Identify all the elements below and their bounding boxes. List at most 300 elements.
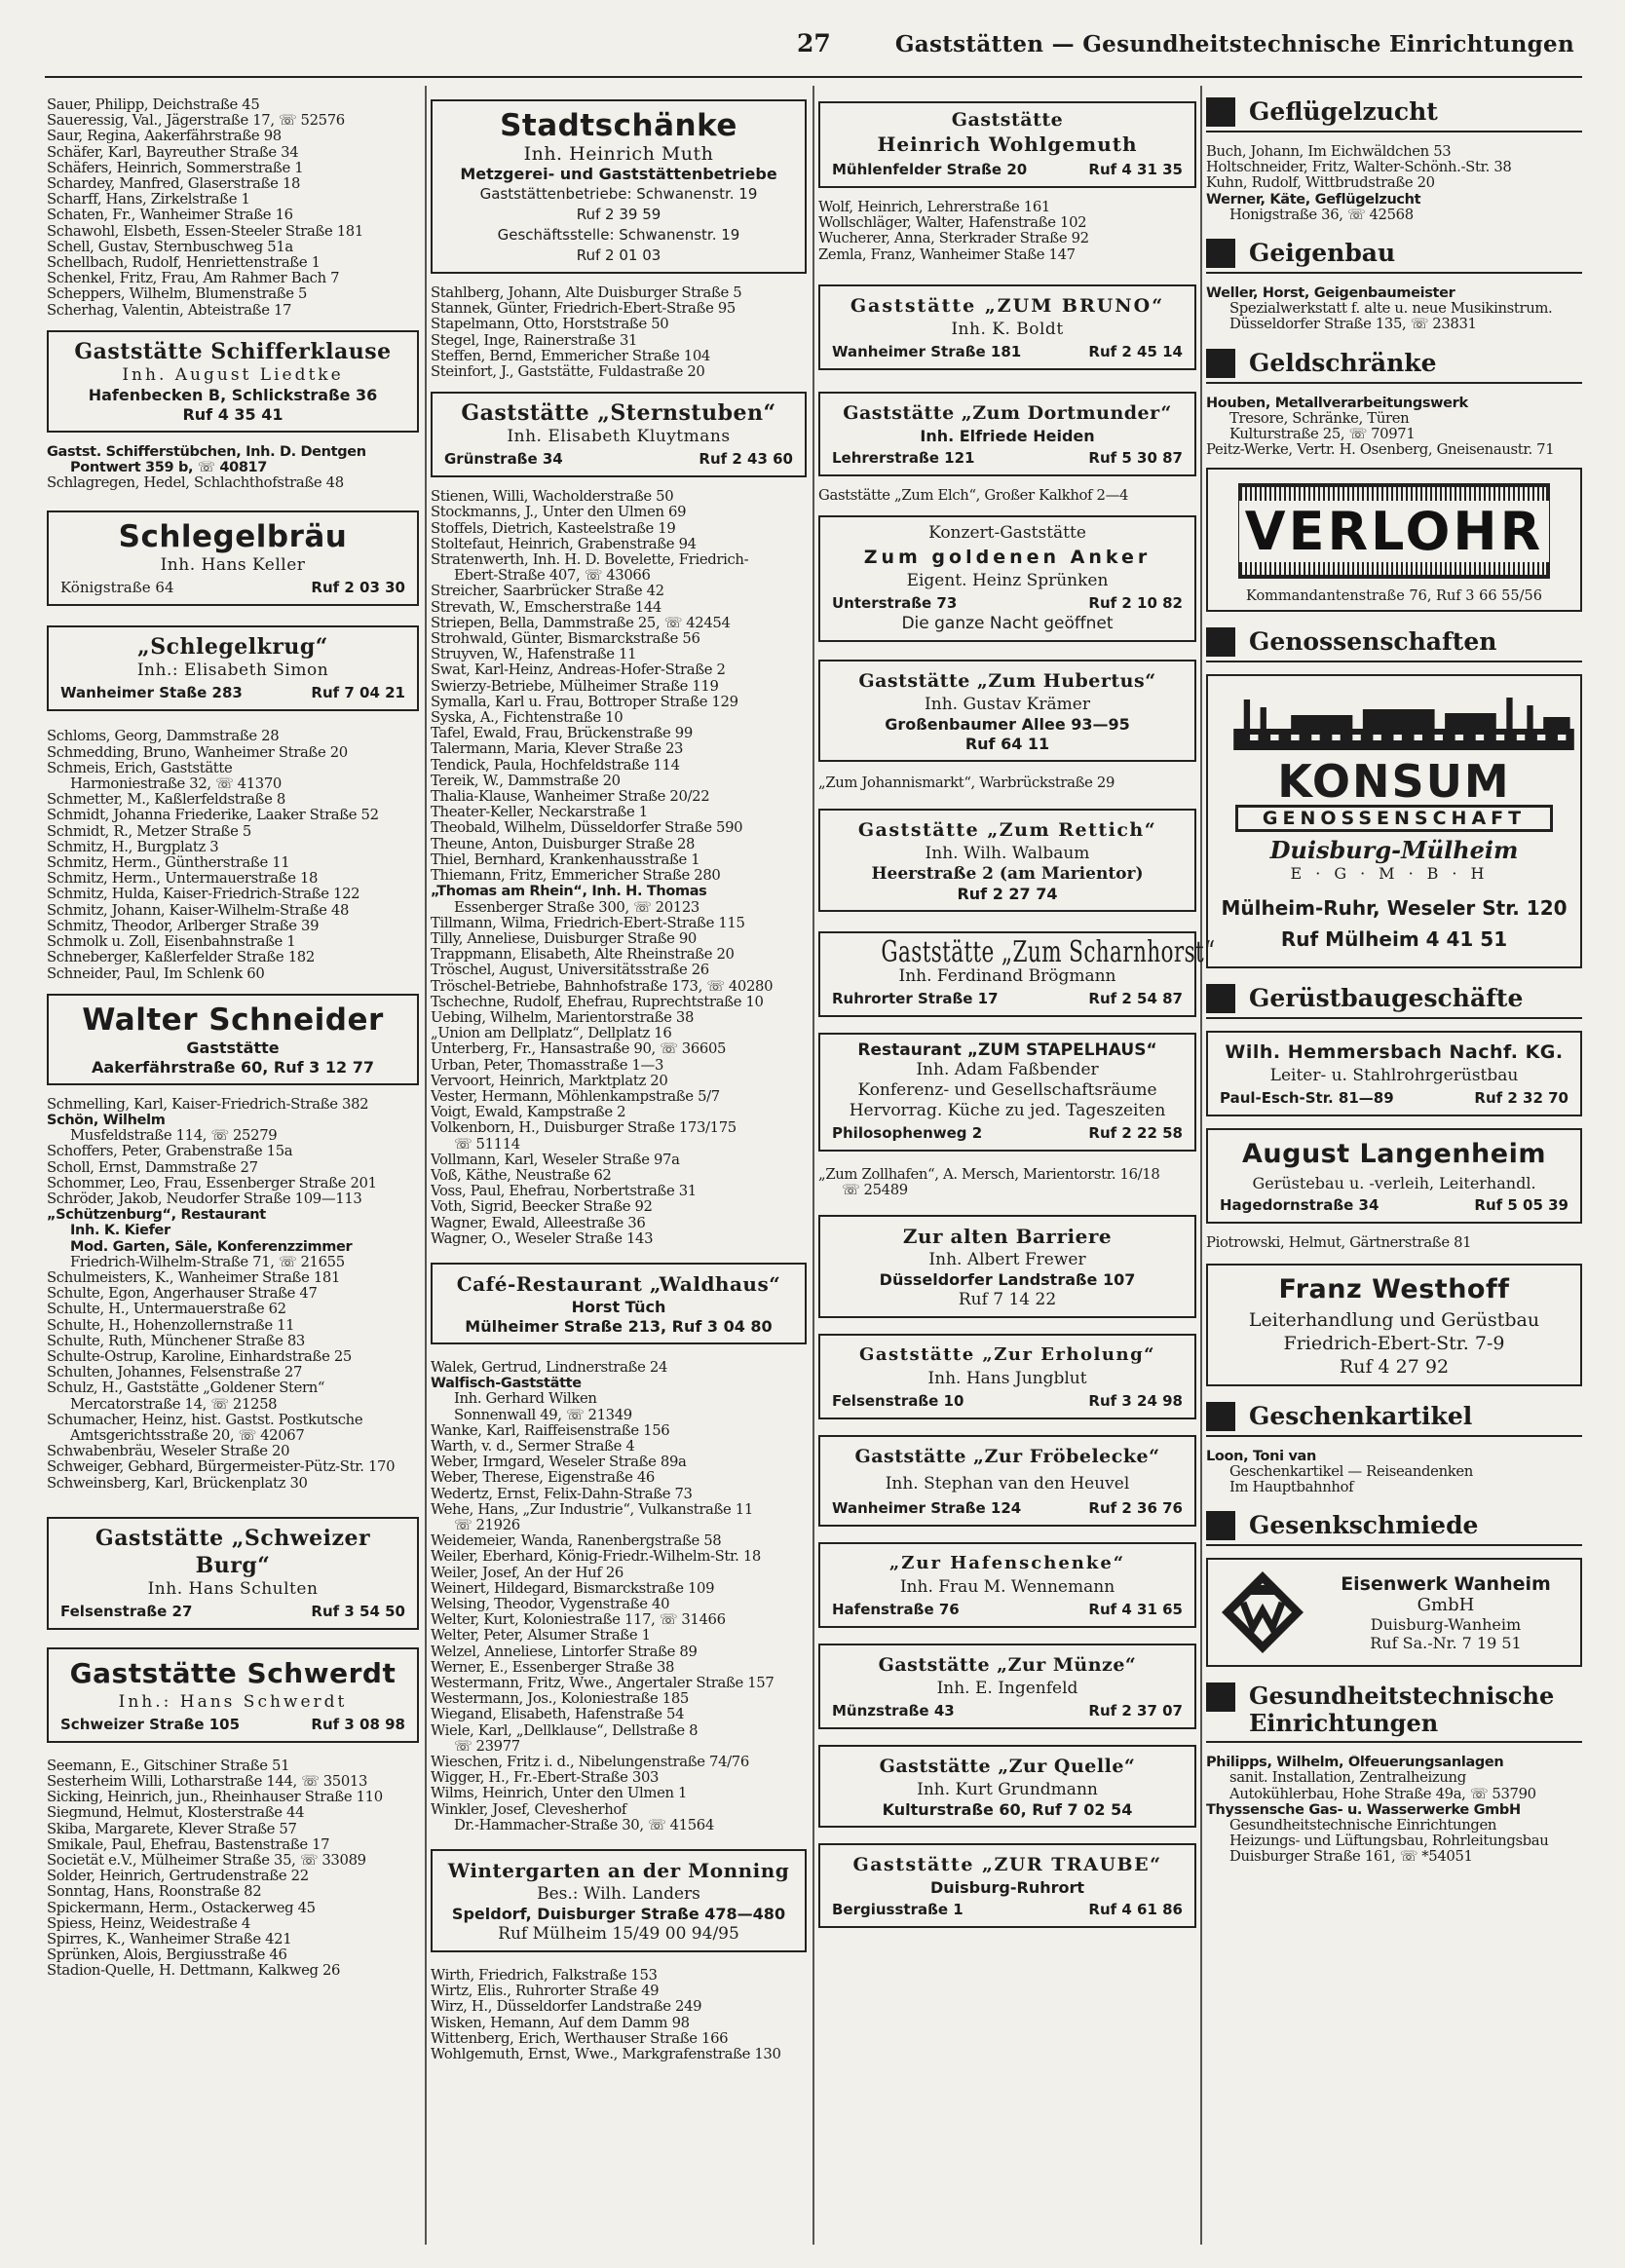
list-item: Schlagregen, Hedel, Schlachthofstraße 48 xyxy=(47,475,344,492)
ad-zur-traube xyxy=(818,1843,1196,1928)
list-item: ☏ 21926 xyxy=(454,1518,520,1533)
list-item: Schmetter, M., Kaßlerfeldstraße 8 xyxy=(47,792,285,809)
list-item: Saueressig, Val., Jägerstraße 17, ☏ 52576 xyxy=(47,113,345,130)
section-title: Geschenkartikel xyxy=(1249,1401,1473,1430)
list-item: Smikale, Paul, Ehefrau, Bastenstraße 17 xyxy=(47,1836,330,1853)
list-item: Amtsgerichtsstraße 20, ☏ 42067 xyxy=(70,1427,305,1444)
list-item: Inh. Gerhard Wilken xyxy=(454,1391,597,1408)
list-item: „Thomas am Rhein“, Inh. H. Thomas xyxy=(431,884,707,900)
ad-line: GmbH xyxy=(1417,1594,1475,1615)
ad-wohlgemuth xyxy=(818,101,1196,188)
ad-title: Gaststätte „Schweizer Burg“ xyxy=(94,1525,371,1578)
ad-address: Kommandantenstraße 76, Ruf 3 66 55/56 xyxy=(1246,588,1542,605)
list-item: Schloms, Georg, Dammstraße 28 xyxy=(47,729,280,745)
ad-schlegelbraeu xyxy=(47,510,419,606)
ad-stadtschaenke xyxy=(431,99,807,274)
list-item: Streicher, Saarbrücker Straße 42 xyxy=(431,584,664,600)
ad-sternstuben xyxy=(431,392,807,477)
list-item: Scheppers, Wilhelm, Blumenstraße 5 xyxy=(47,286,308,303)
ad-owner: Bes.: Wilh. Landers xyxy=(537,1884,700,1905)
list-item: Schmitz, Johann, Kaiser-Wilhelm-Straße 48 xyxy=(47,902,350,919)
column-4 xyxy=(1206,97,1582,1866)
list-item: Thalia-Klause, Wanheimer Straße 20/22 xyxy=(431,789,710,806)
list-item: Werner, E., Essenberger Straße 38 xyxy=(431,1659,675,1676)
ad-title: Zum goldenen Anker xyxy=(863,547,1152,569)
list-item: Schön, Wilhelm xyxy=(47,1112,166,1128)
ad-phone: Ruf 2 03 30 xyxy=(311,579,405,597)
list-item: Voth, Sigrid, Beecker Straße 92 xyxy=(431,1199,653,1216)
list-item: sanit. Installation, Zentralheizung xyxy=(1229,1770,1466,1787)
list-item: Struyven, W., Hafenstraße 11 xyxy=(431,647,637,663)
ad-westhoff xyxy=(1206,1264,1582,1386)
list-item: Thyssensche Gas- u. Wasserwerke GmbH xyxy=(1206,1801,1521,1818)
page-title: Gaststätten — Gesundheitstechnische Einrichtungen xyxy=(894,31,1574,57)
list-item: Syska, A., Fichtenstraße 10 xyxy=(431,710,624,727)
section-heading xyxy=(1206,627,1582,662)
ad-schweizer-burg xyxy=(47,1517,419,1630)
list-item: Welter, Kurt, Koloniestraße 117, ☏ 31466 xyxy=(431,1612,726,1629)
ad-phone: Ruf 2 45 14 xyxy=(1088,342,1183,360)
list-item: Schmitz, H., Burgplatz 3 xyxy=(47,839,219,855)
list-item: „Zum Johannismarkt“, Warbrückstraße 29 xyxy=(818,775,1115,792)
ad-address: Münzstraße 43 xyxy=(832,1701,955,1720)
ad-line: Gaststättenbetriebe: Schwanenstr. 19 xyxy=(479,185,758,203)
list-item: Tschechne, Rudolf, Ehefrau, Ruprechtstraße 10 xyxy=(431,994,764,1010)
square-bullet-icon xyxy=(1206,239,1235,268)
list-item: Wittenberg, Erich, Werthauser Straße 166 xyxy=(431,2030,729,2047)
ad-alte-barriere xyxy=(818,1215,1196,1318)
ad-schlegelkrug xyxy=(47,625,419,711)
ad-address: Hafenstraße 76 xyxy=(832,1600,960,1618)
list-item: Stahlberg, Johann, Alte Duisburger Straße 5 xyxy=(431,285,742,301)
ad-title: Zur alten Barriere xyxy=(902,1224,1113,1248)
list-item: Wolf, Heinrich, Lehrerstraße 161 xyxy=(818,200,1050,215)
ad-title: Restaurant „ZUM STAPELHAUS“ xyxy=(857,1040,1157,1061)
ad-phone: Ruf 2 22 58 xyxy=(1088,1124,1183,1143)
ad-title: Schlegelbräu xyxy=(118,519,348,555)
list-item: Schmidt, Johanna Friederike, Laaker Straße 52 xyxy=(47,808,379,824)
list-item: Swat, Karl-Heinz, Andreas-Hofer-Straße 2 xyxy=(431,662,726,679)
ad-phone: Ruf 2 36 76 xyxy=(1088,1498,1183,1517)
list-item: Schulz, H., Gaststätte „Goldener Stern“ xyxy=(47,1380,325,1397)
konsum-logo-text: KONSUM xyxy=(1277,755,1511,809)
list-item: Schmidt, R., Metzer Straße 5 xyxy=(47,823,251,840)
ad-subtitle: Gaststätte xyxy=(186,1038,280,1057)
ad-owner: Inh. Hans Schulten xyxy=(147,1578,319,1599)
list-item: Wiele, Karl, „Dellklause“, Dellstraße 8 xyxy=(431,1722,699,1739)
list-item: Wedertz, Ernst, Felix-Dahn-Straße 73 xyxy=(431,1486,693,1502)
ad-zur-muenze xyxy=(818,1644,1196,1729)
ad-zum-scharnhorst xyxy=(818,931,1216,1017)
ad-address: Philosophenweg 2 xyxy=(832,1124,983,1143)
ad-title: Eisenwerk Wanheim xyxy=(1341,1572,1551,1595)
list-item: Vester, Hermann, Möhlenkampstraße 5/7 xyxy=(431,1088,720,1105)
factory-skyline-icon xyxy=(1229,690,1578,752)
ad-address: Hafenbecken B, Schlickstraße 36 xyxy=(88,385,378,404)
ad-title: Gaststätte „Zur Fröbelecke“ xyxy=(854,1445,1160,1467)
list-item: Scherhag, Valentin, Abteistraße 17 xyxy=(47,302,292,319)
list-item: Schmolk u. Zoll, Eisenbahnstraße 1 xyxy=(47,934,296,951)
ad-line: Friedrich-Ebert-Str. 7-9 xyxy=(1283,1332,1505,1354)
list-item: Wohlgemuth, Ernst, Wwe., Markgrafenstraße 130 xyxy=(431,2047,781,2063)
entry-list xyxy=(47,97,419,319)
list-item: Strevath, W., Emscherstraße 144 xyxy=(431,599,661,616)
list-item: Kuhn, Rudolf, Wittbrudstraße 20 xyxy=(1206,175,1435,192)
ad-title: Gaststätte xyxy=(951,109,1064,131)
list-item: Schaten, Fr., Wanheimer Straße 16 xyxy=(47,208,293,224)
list-item: Schulte-Ostrup, Karoline, Einhardstraße 25 xyxy=(47,1348,352,1365)
ad-owner: Heinrich Wohlgemuth xyxy=(877,132,1138,156)
ad-address: Mühlenfelder Straße 20 xyxy=(832,161,1028,178)
ad-eisenwerk-wanheim xyxy=(1206,1558,1582,1667)
ad-line: Leiter- u. Stahlrohrgerüstbau xyxy=(1269,1066,1519,1086)
entry-list xyxy=(431,1360,807,1833)
ad-title: Gaststätte „ZUR TRAUBE“ xyxy=(852,1853,1162,1875)
list-item: Talermann, Maria, Klever Straße 23 xyxy=(431,741,684,758)
list-item: Schäfer, Karl, Bayreuther Straße 34 xyxy=(47,144,299,161)
section-heading xyxy=(1206,239,1582,274)
list-item: Schawohl, Elsbeth, Essen-Steeler Straße 181 xyxy=(47,223,363,240)
list-item: Welter, Peter, Alsumer Straße 1 xyxy=(431,1628,651,1644)
ad-line: Leiterhandlung und Gerüstbau xyxy=(1248,1308,1540,1331)
list-item: „Zum Zollhafen“, A. Mersch, Marientorstr. 16/18 xyxy=(818,1167,1160,1184)
section-title: Geigenbau xyxy=(1249,239,1396,268)
ad-zum-dortmunder xyxy=(818,392,1196,476)
entry-list xyxy=(818,200,1196,263)
ad-title: Gaststätte „ZUM BRUNO“ xyxy=(850,294,1165,317)
ad-title: „Schlegelkrug“ xyxy=(137,634,328,661)
entry-list xyxy=(431,285,807,380)
list-item: Thiel, Bernhard, Krankenhausstraße 1 xyxy=(431,851,700,868)
list-item: Holtschneider, Fritz, Walter-Schönh.-Str. 38 xyxy=(1206,160,1512,176)
list-item: Stienen, Willi, Wacholderstraße 50 xyxy=(431,489,674,506)
list-item: Seemann, E., Gitschiner Straße 51 xyxy=(47,1758,290,1774)
list-item: Loon, Toni van xyxy=(1206,1448,1316,1464)
list-item: Essenberger Straße 300, ☏ 20123 xyxy=(454,899,699,916)
entry-list xyxy=(431,489,807,1247)
ad-owner: Inh. Heinrich Muth xyxy=(523,143,714,165)
ad-address: Wanheimer Staße 283 xyxy=(60,684,243,702)
list-item: Schneider, Paul, Im Schlenk 60 xyxy=(47,965,265,982)
ad-phone: Ruf 4 31 35 xyxy=(1088,161,1183,178)
list-item: Houben, Metallverarbeitungswerk xyxy=(1206,395,1468,411)
ad-address: Felsenstraße 27 xyxy=(60,1602,193,1620)
list-item: Westermann, Jos., Koloniestraße 185 xyxy=(431,1691,689,1708)
list-item: „Schützenburg“, Restaurant xyxy=(47,1207,266,1224)
list-item: Philipps, Wilhelm, Ölfeuerungsanlagen xyxy=(1206,1755,1504,1771)
ad-address: Mülheimer Straße 213, Ruf 3 04 80 xyxy=(465,1316,773,1336)
ad-title: Gaststätte „Sternstuben“ xyxy=(461,400,776,427)
ad-address: Paul-Esch-Str. 81—89 xyxy=(1220,1089,1394,1108)
ad-owner: Inh. Kurt Grundmann xyxy=(917,1779,1098,1799)
list-item: Uebing, Wilhelm, Marientorstraße 38 xyxy=(431,1009,695,1026)
list-item: Kulturstraße 25, ☏ 70971 xyxy=(1229,427,1416,443)
ad-title: Gaststätte „Zum Scharnhorst“ xyxy=(881,935,1216,970)
list-item: Heizungs- und Lüftungsbau, Rohrleitungsbau xyxy=(1229,1833,1549,1850)
list-item: Sesterheim Willi, Lotharstraße 144, ☏ 35013 xyxy=(47,1773,368,1790)
list-item: Gaststätte „Zum Elch“, Großer Kalkhof 2—4 xyxy=(818,487,1129,504)
ad-zur-froebelecke xyxy=(818,1435,1196,1527)
section-title: Geldschränke xyxy=(1249,348,1437,377)
list-item: Wirtz, Elis., Ruhrorter Straße 49 xyxy=(431,1984,660,2000)
list-item: Skiba, Margarete, Klever Straße 57 xyxy=(47,1821,297,1837)
ad-title: Gaststätte Schwerdt xyxy=(69,1656,397,1689)
list-item: Sprünken, Alois, Bergiusstraße 46 xyxy=(47,1947,287,1964)
list-item: Tresore, Schränke, Türen xyxy=(1229,410,1410,427)
list-item: Walfisch-Gaststätte xyxy=(431,1376,582,1392)
ad-title: Gaststätte „Zum Hubertus“ xyxy=(858,670,1156,693)
list-item: Sonntag, Hans, Roonstraße 82 xyxy=(47,1884,262,1901)
ad-address: Speldorf, Duisburger Straße 478—480 xyxy=(451,1905,786,1924)
ad-title: Franz Westhoff xyxy=(1278,1273,1510,1304)
section-heading xyxy=(1206,97,1582,132)
konsum-legal-form: E·G·M·B·H xyxy=(1290,864,1498,884)
konsum-city: Duisburg-Mülheim xyxy=(1269,836,1519,865)
list-item: Wollschläger, Walter, Hafenstraße 102 xyxy=(818,215,1087,232)
section-title: Geflügelzucht xyxy=(1249,97,1438,126)
ad-title: „Zur Hafenschenke“ xyxy=(888,1552,1126,1573)
list-item: Schell, Gustav, Sternbuschweg 51a xyxy=(47,239,293,255)
ad-langenheim xyxy=(1206,1128,1582,1224)
list-item: Striepen, Bella, Dammstraße 25, ☏ 42454 xyxy=(431,615,731,631)
list-item: Schäfers, Heinrich, Sommerstraße 1 xyxy=(47,160,304,176)
list-item: Im Hauptbahnhof xyxy=(1229,1480,1354,1496)
ad-line: Ruf 4 27 92 xyxy=(1339,1355,1450,1378)
list-item: Wanke, Karl, Raiffeisenstraße 156 xyxy=(431,1422,670,1439)
list-item: Schmelling, Karl, Kaiser-Friedrich-Straße 382 xyxy=(47,1096,369,1113)
ad-zum-stapelhaus xyxy=(818,1033,1196,1152)
list-item: Westermann, Fritz, Wwe., Angertaler Straße 157 xyxy=(431,1676,775,1692)
section-title: Gerüstbaugeschäfte xyxy=(1249,984,1524,1013)
square-bullet-icon xyxy=(1206,627,1235,657)
ad-owner: Inh. Elfriede Heiden xyxy=(920,426,1095,445)
list-item: Tilly, Anneliese, Duisburger Straße 90 xyxy=(431,930,697,947)
list-item: Thiemann, Fritz, Emmericher Straße 280 xyxy=(431,868,721,885)
list-item: ☏ 25489 xyxy=(842,1183,908,1199)
list-item: Swierzy-Betriebe, Mülheimer Straße 119 xyxy=(431,678,719,695)
eisenwerk-logo-icon xyxy=(1218,1568,1307,1657)
list-item: Sauer, Philipp, Deichstraße 45 xyxy=(47,97,260,113)
list-item: Dr.-Hammacher-Straße 30, ☏ 41564 xyxy=(454,1817,714,1833)
ad-address: Wanheimer Straße 124 xyxy=(832,1498,1022,1517)
list-item: Tereik, W., Dammstraße 20 xyxy=(431,773,621,789)
list-item: Scholl, Ernst, Dammstraße 27 xyxy=(47,1159,258,1176)
logo-text: VERLOHR xyxy=(1239,501,1549,562)
column-divider xyxy=(1200,86,1202,2245)
ad-address: Schweizer Straße 105 xyxy=(60,1715,241,1733)
header-rule xyxy=(45,76,1582,78)
entry-list xyxy=(47,729,419,981)
ad-address: Königstraße 64 xyxy=(60,579,174,597)
section-title: Gesenkschmiede xyxy=(1249,1511,1479,1540)
ad-title: August Langenheim xyxy=(1242,1139,1546,1170)
ad-wintergarten xyxy=(431,1849,807,1952)
section-title: Gesundheitstechnische xyxy=(1249,1682,1555,1711)
list-item: Stegel, Inge, Rainerstraße 31 xyxy=(431,332,638,349)
ad-phone: Ruf 64 11 xyxy=(964,735,1050,754)
verlohr-logo xyxy=(1238,483,1550,579)
page-header xyxy=(0,29,1625,68)
square-bullet-icon xyxy=(1206,984,1235,1013)
list-item: Schwabenbräu, Weseler Straße 20 xyxy=(47,1444,290,1460)
ad-line: Ruf 2 01 03 xyxy=(576,246,661,264)
ad-title: Stadtschänke xyxy=(500,108,737,143)
ad-phone: Ruf 2 27 74 xyxy=(957,885,1058,904)
list-item: Wisken, Hemann, Auf dem Damm 98 xyxy=(431,2015,690,2031)
ad-phone: Ruf 2 37 07 xyxy=(1088,1701,1183,1720)
list-item: Pontwert 359 b, ☏ 40817 xyxy=(70,460,268,476)
list-item: Gastst. Schifferstübchen, Inh. D. Dentgen xyxy=(47,443,366,460)
square-bullet-icon xyxy=(1206,1682,1235,1712)
square-bullet-icon xyxy=(1206,97,1235,127)
ad-phone: Ruf 2 43 60 xyxy=(699,450,793,469)
list-item: Schulten, Johannes, Felsenstraße 27 xyxy=(47,1365,303,1381)
list-item: Wiegand, Elisabeth, Hafenstraße 54 xyxy=(431,1707,685,1723)
list-item: Tröschel-Betriebe, Bahnhofstraße 173, ☏ 40280 xyxy=(431,978,774,995)
ad-line: Konferenz- und Gesellschaftsräume xyxy=(857,1080,1157,1101)
list-item: Duisburger Straße 161, ☏ *54051 xyxy=(1229,1849,1473,1866)
list-item: Inh. K. Kiefer xyxy=(70,1223,170,1239)
ad-owner: Inh. Frau M. Wennemann xyxy=(899,1576,1115,1597)
ad-phone: Ruf Mülheim 15/49 00 94/95 xyxy=(498,1924,739,1945)
ad-title: Walter Schneider xyxy=(82,1002,384,1038)
ad-address: Kulturstraße 60, Ruf 7 02 54 xyxy=(882,1799,1133,1819)
ad-schifferklause xyxy=(47,330,419,433)
list-item: Geschenkartikel — Reiseandenken xyxy=(1229,1463,1473,1480)
list-item: Schmitz, Herm., Güntherstraße 11 xyxy=(47,855,290,872)
ad-owner: Duisburg-Ruhrort xyxy=(929,1877,1085,1897)
ad-waldhaus xyxy=(431,1263,807,1344)
list-item: Weller, Horst, Geigenbaumeister xyxy=(1206,285,1455,302)
ad-line: Ruf 2 39 59 xyxy=(576,206,661,223)
ad-address: Wanheimer Straße 181 xyxy=(832,342,1022,360)
ad-owner: Inh. E. Ingenfeld xyxy=(936,1678,1078,1698)
list-item: Weiler, Eberhard, König-Friedr.-Wilhelm-Str. 18 xyxy=(431,1549,761,1566)
list-item: Stannek, Günter, Friedrich-Ebert-Straße 95 xyxy=(431,301,736,318)
list-item: Schulte, H., Untermauerstraße 62 xyxy=(47,1302,286,1318)
list-item: Steinfort, J., Gaststätte, Fuldastraße 20 xyxy=(431,364,705,381)
konsum-subtitle: GENOSSENSCHAFT xyxy=(1235,805,1553,832)
ad-owner: Inh. Hans Keller xyxy=(160,555,306,576)
list-item: Societät e.V., Mülheimer Straße 35, ☏ 33089 xyxy=(47,1853,366,1869)
list-item: Wagner, O., Weseler Straße 143 xyxy=(431,1230,654,1247)
ad-line: Geschäftsstelle: Schwanenstr. 19 xyxy=(497,226,740,244)
list-item: Mod. Garten, Säle, Konferenzzimmer xyxy=(70,1238,353,1255)
list-item: Weber, Therese, Eigenstraße 46 xyxy=(431,1470,655,1487)
list-item: Solder, Heinrich, Gertrudenstraße 22 xyxy=(47,1869,309,1885)
list-item: Strohwald, Günter, Bismarckstraße 56 xyxy=(431,631,700,648)
list-item: Urban, Peter, Thomasstraße 1—3 xyxy=(431,1057,664,1074)
ad-address: Lehrerstraße 121 xyxy=(832,448,975,467)
list-item: Theune, Anton, Duisburger Straße 28 xyxy=(431,836,696,852)
ad-phone: Ruf 3 54 50 xyxy=(311,1602,405,1620)
list-item: Schardey, Manfred, Glaserstraße 18 xyxy=(47,176,301,193)
ad-owner: Inh.: Elisabeth Simon xyxy=(136,661,329,681)
column-divider xyxy=(812,86,814,2245)
ad-zur-hafenschenke xyxy=(818,1542,1196,1628)
list-item: Schumacher, Heinz, hist. Gastst. Postkutsche xyxy=(47,1412,363,1428)
list-item: Schoffers, Peter, Grabenstraße 15a xyxy=(47,1144,293,1160)
ad-address: Felsenstraße 10 xyxy=(832,1391,964,1410)
list-item: Tendick, Paula, Hochfeldstraße 114 xyxy=(431,757,680,774)
list-item: Tillmann, Wilma, Friedrich-Ebert-Straße 115 xyxy=(431,915,745,931)
ad-phone: Ruf 2 32 70 xyxy=(1474,1089,1568,1108)
ad-owner: Inh. Elisabeth Kluytmans xyxy=(507,427,731,447)
section-title: Genossenschaften xyxy=(1249,627,1497,657)
section-heading xyxy=(1206,1682,1582,1743)
square-bullet-icon xyxy=(1206,349,1235,378)
list-item: Sicking, Heinrich, jun., Rheinhauser Straße 110 xyxy=(47,1790,383,1806)
list-item: Wilms, Heinrich, Unter den Ulmen 1 xyxy=(431,1786,688,1802)
ad-phone: Ruf 5 30 87 xyxy=(1088,448,1183,467)
list-item: Volkenborn, H., Duisburger Straße 173/175 xyxy=(431,1120,737,1137)
section-heading xyxy=(1206,349,1582,384)
ad-line: Hervorrag. Küche zu jed. Tageszeiten xyxy=(849,1101,1166,1121)
list-item: Weidemeier, Wanda, Ranenbergstraße 58 xyxy=(431,1533,722,1550)
ad-title: Gaststätte Schifferklause xyxy=(74,338,392,364)
ad-phone: Ruf Sa.-Nr. 7 19 51 xyxy=(1370,1633,1522,1652)
list-item: Spiess, Heinz, Weidestraße 4 xyxy=(47,1915,250,1932)
ad-address: Bergiusstraße 1 xyxy=(832,1900,964,1918)
ad-owner: Inh. Ferdinand Brögmann xyxy=(898,966,1116,987)
list-item: Wigger, H., Fr.-Ebert-Straße 303 xyxy=(431,1770,660,1787)
list-item: Welzel, Anneliese, Lintorfer Straße 89 xyxy=(431,1644,698,1660)
list-item: Schulte, Egon, Angerhauser Straße 47 xyxy=(47,1286,318,1303)
column-1 xyxy=(47,97,419,1980)
ad-owner: Eigent. Heinz Sprünken xyxy=(906,571,1109,591)
list-item: Musfeldstraße 114, ☏ 25279 xyxy=(70,1128,278,1145)
list-item: Friedrich-Wilhelm-Straße 71, ☏ 21655 xyxy=(70,1254,345,1270)
ad-address: Heerstraße 2 (am Marientor) xyxy=(871,864,1144,885)
list-item: Schmitz, Herm., Untermauerstraße 18 xyxy=(47,871,319,888)
ad-title: Konzert-Gaststätte xyxy=(928,523,1086,544)
ad-line: Metzgerei- und Gaststättenbetriebe xyxy=(460,165,777,183)
ad-phone: Ruf 2 54 87 xyxy=(1088,990,1183,1008)
section-title: Einrichtungen xyxy=(1249,1709,1439,1738)
list-item: Werner, Käte, Geflügelzucht xyxy=(1206,191,1421,208)
list-item: Schweiger, Gebhard, Bürgermeister-Pütz-Str. 170 xyxy=(47,1459,396,1476)
ad-zur-quelle xyxy=(818,1745,1196,1828)
column-divider xyxy=(425,86,427,2245)
ad-title: Gaststätte „Zur Quelle“ xyxy=(879,1755,1136,1777)
list-item: Schmitz, Theodor, Arlberger Straße 39 xyxy=(47,918,320,934)
square-bullet-icon xyxy=(1206,1511,1235,1540)
list-item: Tafel, Ewald, Frau, Brückenstraße 99 xyxy=(431,726,693,742)
list-item: Stadion-Quelle, H. Dettmann, Kalkweg 26 xyxy=(47,1963,341,1980)
ad-owner: Inh. K. Boldt xyxy=(951,319,1064,339)
ad-address: Großenbaumer Allee 93—95 xyxy=(885,715,1130,735)
ad-address: Düsseldorfer Landstraße 107 xyxy=(879,1269,1136,1289)
list-item: Wieschen, Fritz i. d., Nibelungenstraße 74/76 xyxy=(431,1755,749,1771)
section-heading xyxy=(1206,1402,1582,1437)
list-item: Vervoort, Heinrich, Marktplatz 20 xyxy=(431,1073,668,1089)
list-item: Autokühlerbau, Hohe Straße 49a, ☏ 53790 xyxy=(1229,1786,1536,1802)
list-item: Scharff, Hans, Zirkelstraße 1 xyxy=(47,192,250,208)
list-item: Schenkel, Fritz, Frau, Am Rahmer Bach 7 xyxy=(47,271,340,287)
list-item: Gesundheitstechnische Einrichtungen xyxy=(1229,1818,1497,1834)
ad-goldener-anker xyxy=(818,515,1196,642)
list-item: Schweinsberg, Karl, Brückenplatz 30 xyxy=(47,1475,308,1492)
list-item: Schneberger, Kaßlerfelder Straße 182 xyxy=(47,950,315,966)
ad-verlohr xyxy=(1206,468,1582,612)
ad-phone: Ruf 7 04 21 xyxy=(311,684,405,702)
list-item: Weiler, Josef, An der Huf 26 xyxy=(431,1565,624,1581)
ad-owner: Inh.: Hans Schwerdt xyxy=(118,1691,348,1712)
column-3 xyxy=(818,97,1216,1940)
ad-phone: Ruf 3 24 98 xyxy=(1088,1391,1183,1410)
ad-zum-rettich xyxy=(818,809,1196,912)
list-item: Symalla, Karl u. Frau, Bottroper Straße 129 xyxy=(431,694,738,710)
